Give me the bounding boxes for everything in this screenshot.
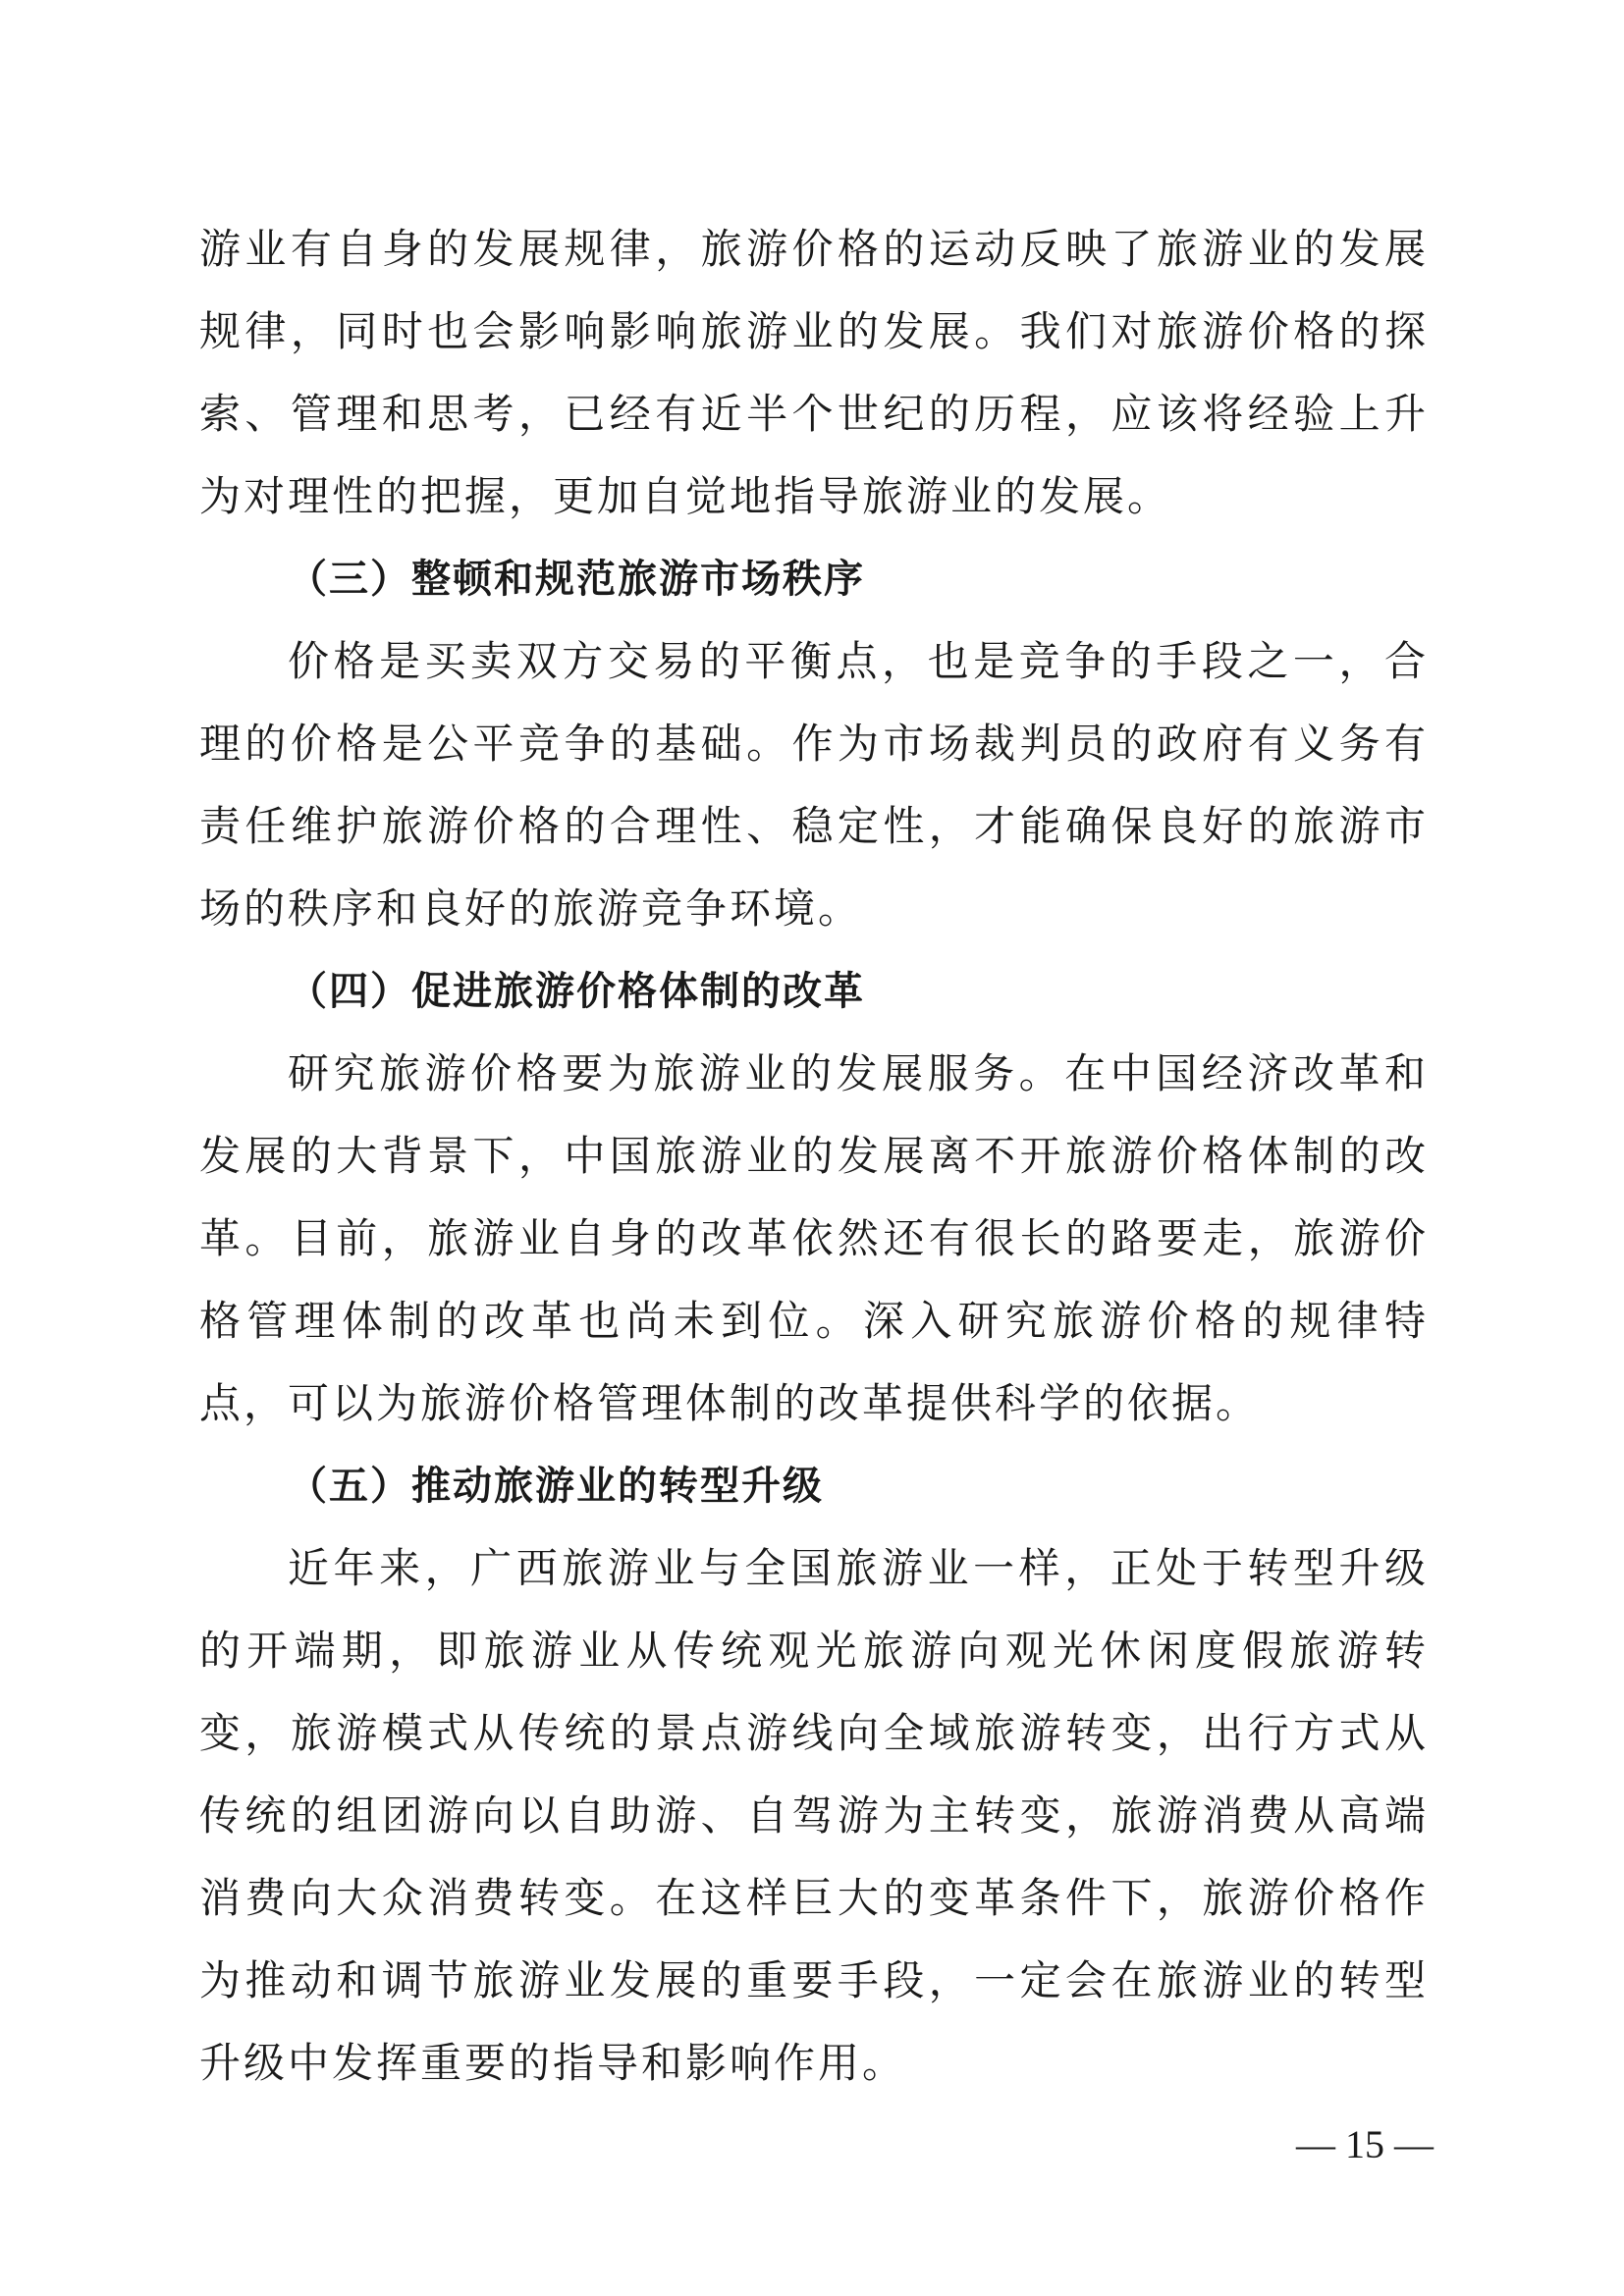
section-heading-4: （四）促进旅游价格体制的改革 bbox=[288, 969, 865, 1014]
paragraph-market-order: 价格是买卖双方交易的平衡点，也是竞争的手段之一，合理的价格是公平竞争的基础。作为市场裁判员的政府有义务有责任维护旅游价格的合理性、稳定性，才能确保良好的旅游市场的秩序和良好的旅游竞争环境。 bbox=[199, 637, 1429, 933]
paragraph-price-reform: 研究旅游价格要为旅游业的发展服务。在中国经济改革和发展的大背景下，中国旅游业的发展离不开旅游价格体制的改革。目前，旅游业自身的改革依然还有很长的路要走，旅游价格管理体制的改革也尚未到位。深入研究旅游价格的规律特点，可以为旅游价格管理体制的改革提供科学的依据。 bbox=[199, 1049, 1429, 1427]
section-heading-3: （三）整顿和规范旅游市场秩序 bbox=[288, 557, 865, 602]
paragraph-transformation: 近年来，广西旅游业与全国旅游业一样，正处于转型升级的开端期，即旅游业从传统观光旅游向观光休闲度假旅游转变，旅游模式从传统的景点游线向全域旅游转变，出行方式从传统的组团游向以自助游、自驾游为主转变，旅游消费从高端消费向大众消费转变。在这样巨大的变革条件下，旅游价格作为推动和调节旅游业发展的重要手段，一定会在旅游业的转型升级中发挥重要的指导和影响作用。 bbox=[199, 1544, 1429, 2087]
page-number: — 15 — bbox=[1296, 2122, 1434, 2166]
document-body bbox=[199, 208, 1429, 2105]
paragraph-continuation: 游业有自身的发展规律，旅游价格的运动反映了旅游业的发展规律，同时也会影响影响旅游业的发展。我们对旅游价格的探索、管理和思考，已经有近半个世纪的历程，应该将经验上升为对理性的把握，更加自觉地指导旅游业的发展。 bbox=[199, 225, 1429, 520]
section-heading-5: （五）推动旅游业的转型升级 bbox=[288, 1464, 824, 1509]
